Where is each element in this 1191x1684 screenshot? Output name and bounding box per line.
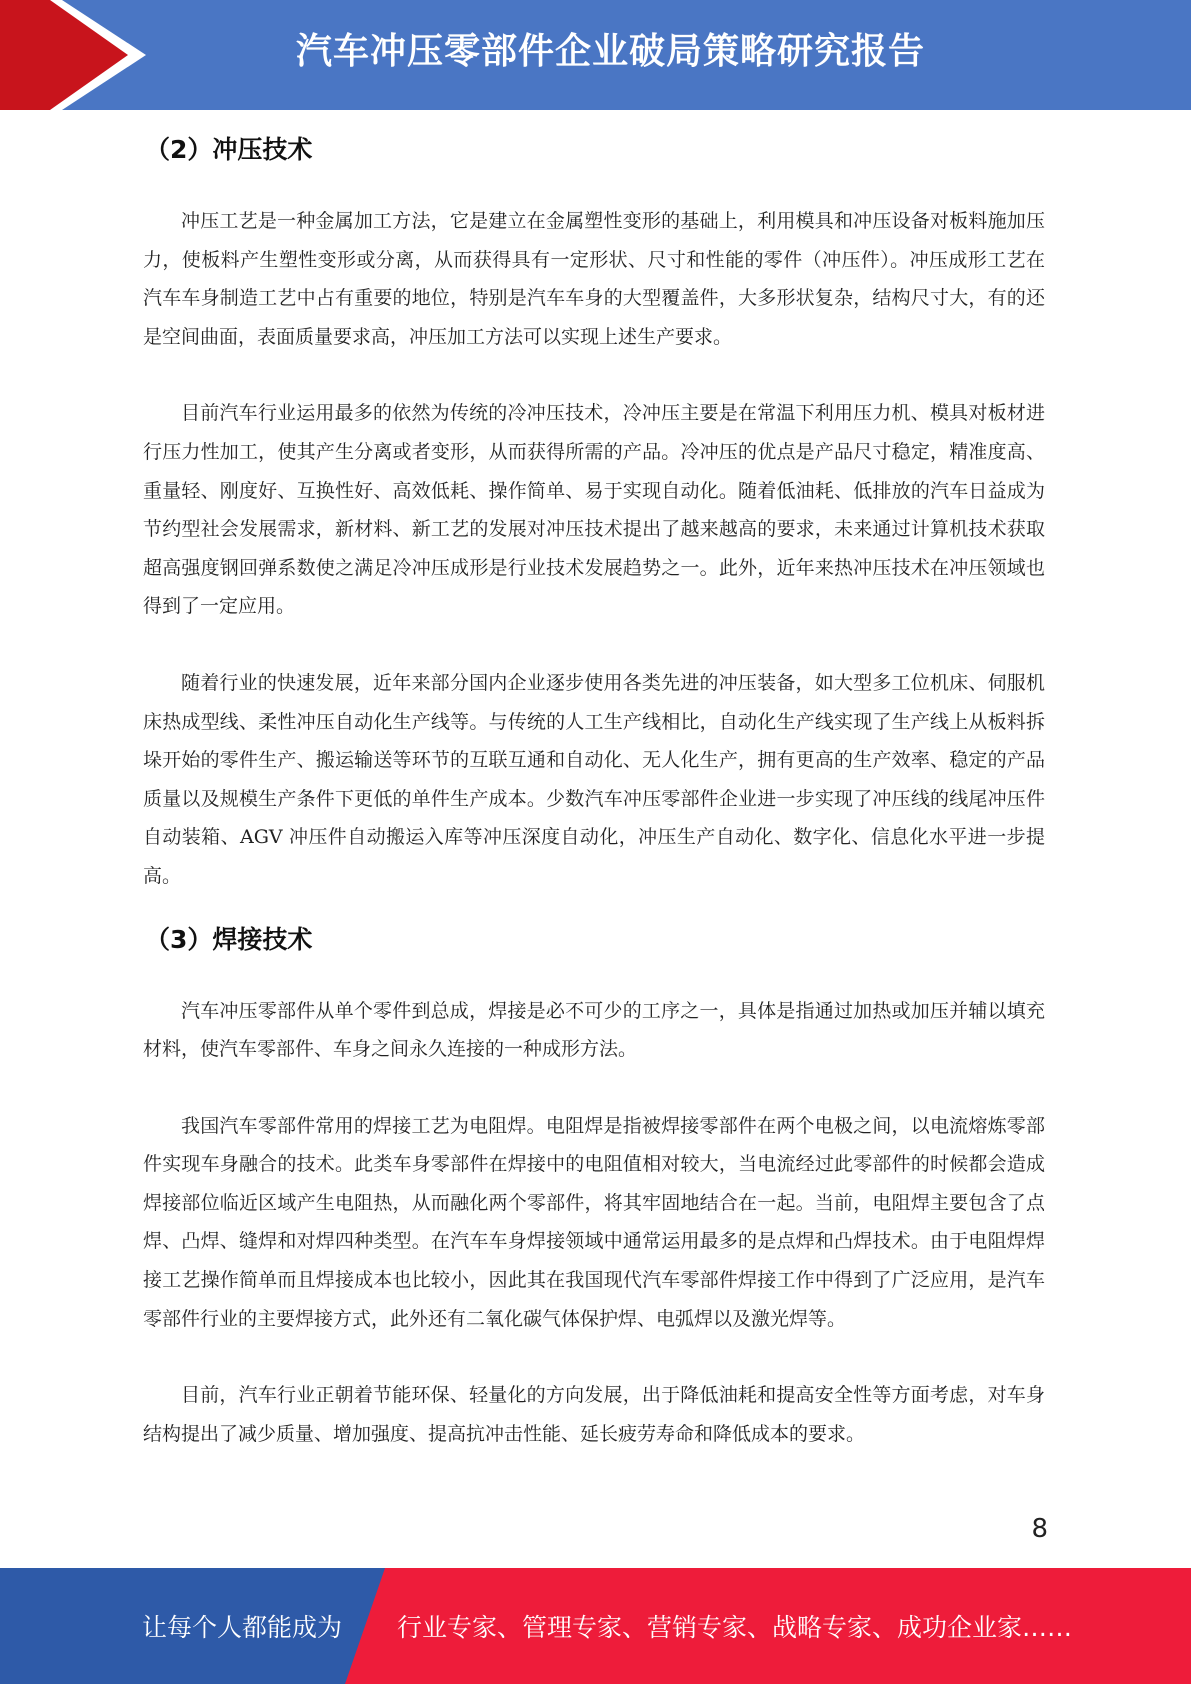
footer-slogan-right: 行业专家、管理专家、营销专家、战略专家、成功企业家……: [397, 1613, 1073, 1642]
paragraph: 目前汽车行业运用最多的依然为传统的冷冲压技术，冷冲压主要是在常温下利用压力机、模具对板材进行压力性加工，使其产生分离或者变形，从而获得所需的产品。冷冲压的优点是产品尺寸稳定，精准度高、重量轻、刚度好、互换性好、高效低耗、操作简单、易于实现自动化。随着低油耗、低排放的汽车日益成为节约型社会发展需求，新材料、新工艺的发展对冲压技术提出了越来越高的要求，未来通过计算机技术获取超高强度钢回弹系数使之满足冷冲压成形是行业技术发展趋势之一。此外，近年来热冲压技术在冲压领域也得到了一定应用。: [143, 402, 1045, 618]
paragraph: 我国汽车零部件常用的焊接工艺为电阻焊。电阻焊是指被焊接零部件在两个电极之间，以电流熔炼零部件实现车身融合的技术。此类车身零部件在焊接中的电阻值相对较大，当电流经过此零部件的时候都会造成焊接部位临近区域产生电阻热，从而融化两个零部件，将其牢固地结合在一起。当前，电阻焊主要包含了点焊、凸焊、缝焊和对焊四种类型。在汽车车身焊接领域中通常运用最多的是点焊和凸焊技术。由于电阻焊焊接工艺操作简单而且焊接成本也比较小，因此其在我国现代汽车零部件焊接工作中得到了广泛应用，是汽车零部件行业的主要焊接方式，此外还有二氧化碳气体保护焊、电弧焊以及激光焊等。: [143, 1114, 1045, 1330]
paragraph: 目前，汽车行业正朝着节能环保、轻量化的方向发展，出于降低油耗和提高安全性等方面考虑，对车身结构提出了减少质量、增加强度、提高抗冲击性能、延长疲劳寿命和降低成本的要求。: [143, 1384, 1045, 1445]
document-body: [143, 128, 1045, 1453]
paragraph: 随着行业的快速发展，近年来部分国内企业逐步使用各类先进的冲压装备，如大型多工位机床、伺服机床热成型线、柔性冲压自动化生产线等。与传统的人工生产线相比，自动化生产线实现了生产线上从板料拆垛开始的零件生产、搬运输送等环节的互联互通和自动化、无人化生产，拥有更高的生产效率、稳定的产品质量以及规模生产条件下更低的单件生产成本。少数汽车冲压零部件企业进一步实现了冲压线的线尾冲压件自动装箱、AGV 冲压件自动搬运入库等冲压深度自动化，冲压生产自动化、数字化、信息化水平进一步提高。: [143, 671, 1045, 887]
page-header: [0, 0, 1191, 110]
page-footer: [0, 1568, 1191, 1684]
paragraph: 汽车冲压零部件从单个零件到总成，焊接是必不可少的工序之一，具体是指通过加热或加压并辅以填充材料，使汽车零部件、车身之间永久连接的一种成形方法。: [143, 999, 1045, 1061]
page-number: 8: [1031, 1514, 1048, 1544]
footer-slogan-left: 让每个人都能成为: [142, 1613, 343, 1642]
section-heading-stamping: （2）冲压技术: [145, 135, 313, 164]
report-title: 汽车冲压零部件企业破局策略研究报告: [296, 31, 926, 72]
section-heading-welding: （3）焊接技术: [145, 924, 313, 954]
paragraph: 冲压工艺是一种金属加工方法，它是建立在金属塑性变形的基础上，利用模具和冲压设备对板料施加压力，使板料产生塑性变形或分离，从而获得具有一定形状、尺寸和性能的零件（冲压件）。冲压成形工艺在汽车车身制造工艺中占有重要的地位，特别是汽车车身的大型覆盖件，大多形状复杂，结构尺寸大，有的还是空间曲面，表面质量要求高，冲压加工方法可以实现上述生产要求。: [143, 210, 1045, 348]
